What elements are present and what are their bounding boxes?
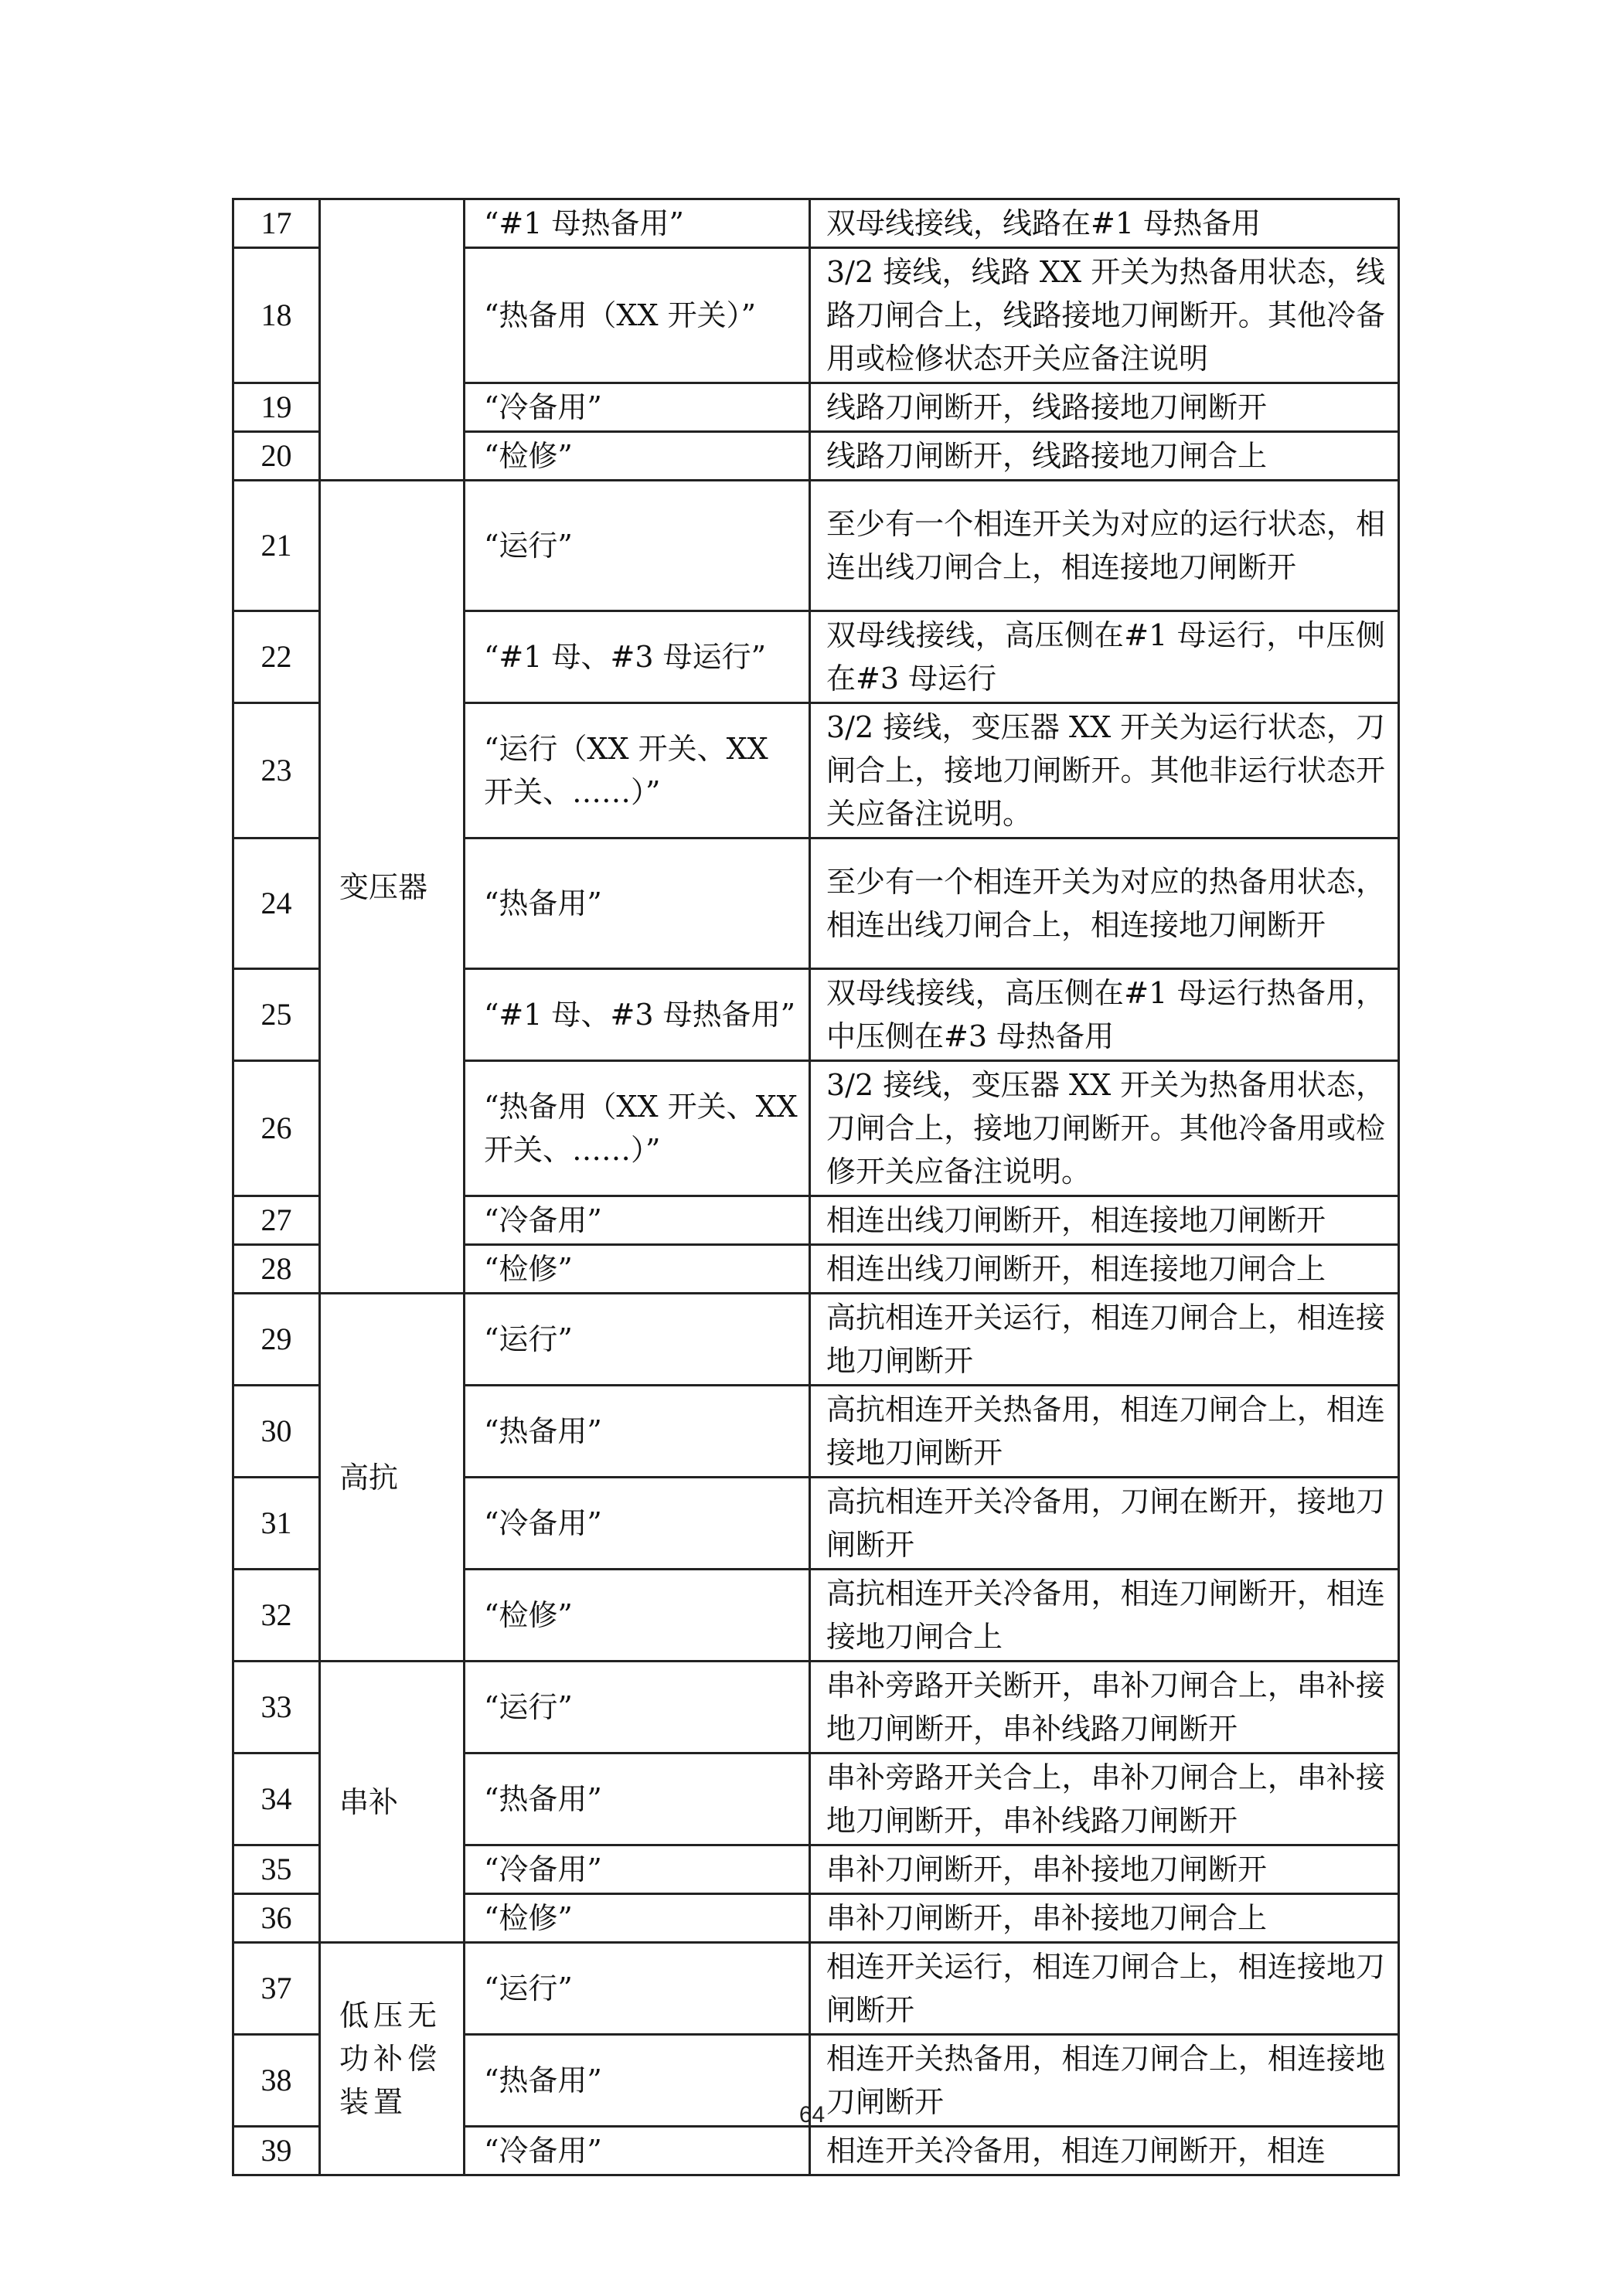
state-cell: “冷备用”: [465, 1478, 810, 1570]
row-number: 23: [233, 703, 320, 838]
row-number: 17: [233, 199, 320, 248]
row-number: 24: [233, 838, 320, 969]
equipment-state-table: [232, 198, 1400, 2176]
row-number: 32: [233, 1570, 320, 1662]
description-cell: 高抗相连开关运行，相连刀闸合上，相连接地刀闸断开: [810, 1294, 1399, 1386]
description-cell: 串补旁路开关合上，串补刀闸合上，串补接地刀闸断开，串补线路刀闸断开: [810, 1753, 1399, 1845]
state-cell: “冷备用”: [465, 1845, 810, 1894]
state-cell: “运行”: [465, 1943, 810, 2035]
row-number: 18: [233, 248, 320, 383]
description-cell: 相连开关热备用，相连刀闸合上，相连接地刀闸断开: [810, 2035, 1399, 2127]
description-cell: 串补刀闸断开，串补接地刀闸断开: [810, 1845, 1399, 1894]
description-cell: 3/2 接线，变压器 XX 开关为运行状态，刀闸合上，接地刀闸断开。其他非运行状态开关应备注说明。: [810, 703, 1399, 838]
category-cell-low-voltage-comp: 低压无功补偿装置: [320, 1943, 465, 2175]
row-number: 21: [233, 481, 320, 611]
description-cell: 高抗相连开关热备用，相连刀闸合上，相连接地刀闸断开: [810, 1386, 1399, 1478]
state-cell: “热备用”: [465, 838, 810, 969]
table-row: [233, 1943, 1399, 2035]
state-cell: “检修”: [465, 1570, 810, 1662]
description-cell: 高抗相连开关冷备用，相连刀闸断开，相连接地刀闸合上: [810, 1570, 1399, 1662]
category-cell-reactor: 高抗: [320, 1294, 465, 1662]
description-cell: 相连出线刀闸断开，相连接地刀闸合上: [810, 1245, 1399, 1294]
row-number: 31: [233, 1478, 320, 1570]
equipment-state-table-container: [232, 198, 1398, 2176]
table-row: [233, 1662, 1399, 1753]
table-row: [233, 1294, 1399, 1386]
row-number: 26: [233, 1061, 320, 1196]
state-cell: “检修”: [465, 432, 810, 481]
state-cell: “冷备用”: [465, 2127, 810, 2175]
description-cell: 3/2 接线，变压器 XX 开关为热备用状态，刀闸合上，接地刀闸断开。其他冷备用或检修开关应备注说明。: [810, 1061, 1399, 1196]
row-number: 37: [233, 1943, 320, 2035]
state-cell: “热备用”: [465, 1386, 810, 1478]
state-cell: “运行”: [465, 1662, 810, 1753]
state-cell: “热备用”: [465, 2035, 810, 2127]
row-number: 22: [233, 611, 320, 703]
table-row: [233, 481, 1399, 611]
description-cell: 双母线接线，高压侧在#1 母运行热备用，中压侧在#3 母热备用: [810, 969, 1399, 1061]
state-cell: “冷备用”: [465, 1196, 810, 1245]
description-cell: 双母线接线，线路在#1 母热备用: [810, 199, 1399, 248]
row-number: 27: [233, 1196, 320, 1245]
category-cell-series-comp: 串补: [320, 1662, 465, 1943]
description-cell: 至少有一个相连开关为对应的运行状态，相连出线刀闸合上，相连接地刀闸断开: [810, 481, 1399, 611]
state-cell: “#1 母热备用”: [465, 199, 810, 248]
state-cell: “#1 母、#3 母运行”: [465, 611, 810, 703]
state-cell: “检修”: [465, 1245, 810, 1294]
row-number: 35: [233, 1845, 320, 1894]
description-cell: 线路刀闸断开，线路接地刀闸断开: [810, 383, 1399, 432]
description-cell: 线路刀闸断开，线路接地刀闸合上: [810, 432, 1399, 481]
row-number: 19: [233, 383, 320, 432]
category-cell-transformer: 变压器: [320, 481, 465, 1294]
description-cell: 串补旁路开关断开，串补刀闸合上，串补接地刀闸断开，串补线路刀闸断开: [810, 1662, 1399, 1753]
row-number: 20: [233, 432, 320, 481]
description-cell: 相连开关运行，相连刀闸合上，相连接地刀闸断开: [810, 1943, 1399, 2035]
category-cell-line: [320, 199, 465, 481]
row-number: 30: [233, 1386, 320, 1478]
row-number: 38: [233, 2035, 320, 2127]
description-cell: 相连开关冷备用，相连刀闸断开，相连: [810, 2127, 1399, 2175]
state-cell: “冷备用”: [465, 383, 810, 432]
page-number: 64: [798, 2102, 826, 2128]
state-cell: “热备用”: [465, 1753, 810, 1845]
row-number: 34: [233, 1753, 320, 1845]
row-number: 29: [233, 1294, 320, 1386]
description-cell: 双母线接线，高压侧在#1 母运行，中压侧在#3 母运行: [810, 611, 1399, 703]
state-cell: “热备用（XX 开关、XX 开关、……）”: [465, 1061, 810, 1196]
row-number: 28: [233, 1245, 320, 1294]
description-cell: 相连出线刀闸断开，相连接地刀闸断开: [810, 1196, 1399, 1245]
row-number: 25: [233, 969, 320, 1061]
description-cell: 高抗相连开关冷备用，刀闸在断开，接地刀闸断开: [810, 1478, 1399, 1570]
row-number: 36: [233, 1894, 320, 1943]
row-number: 39: [233, 2127, 320, 2175]
state-cell: “热备用（XX 开关）”: [465, 248, 810, 383]
state-cell: “#1 母、#3 母热备用”: [465, 969, 810, 1061]
state-cell: “检修”: [465, 1894, 810, 1943]
state-cell: “运行”: [465, 481, 810, 611]
table-row: [233, 199, 1399, 248]
description-cell: 串补刀闸断开，串补接地刀闸合上: [810, 1894, 1399, 1943]
description-cell: 3/2 接线，线路 XX 开关为热备用状态，线路刀闸合上，线路接地刀闸断开。其他冷备用或检修状态开关应备注说明: [810, 248, 1399, 383]
row-number: 33: [233, 1662, 320, 1753]
state-cell: “运行”: [465, 1294, 810, 1386]
state-cell: “运行（XX 开关、XX 开关、……）”: [465, 703, 810, 838]
description-cell: 至少有一个相连开关为对应的热备用状态，相连出线刀闸合上，相连接地刀闸断开: [810, 838, 1399, 969]
